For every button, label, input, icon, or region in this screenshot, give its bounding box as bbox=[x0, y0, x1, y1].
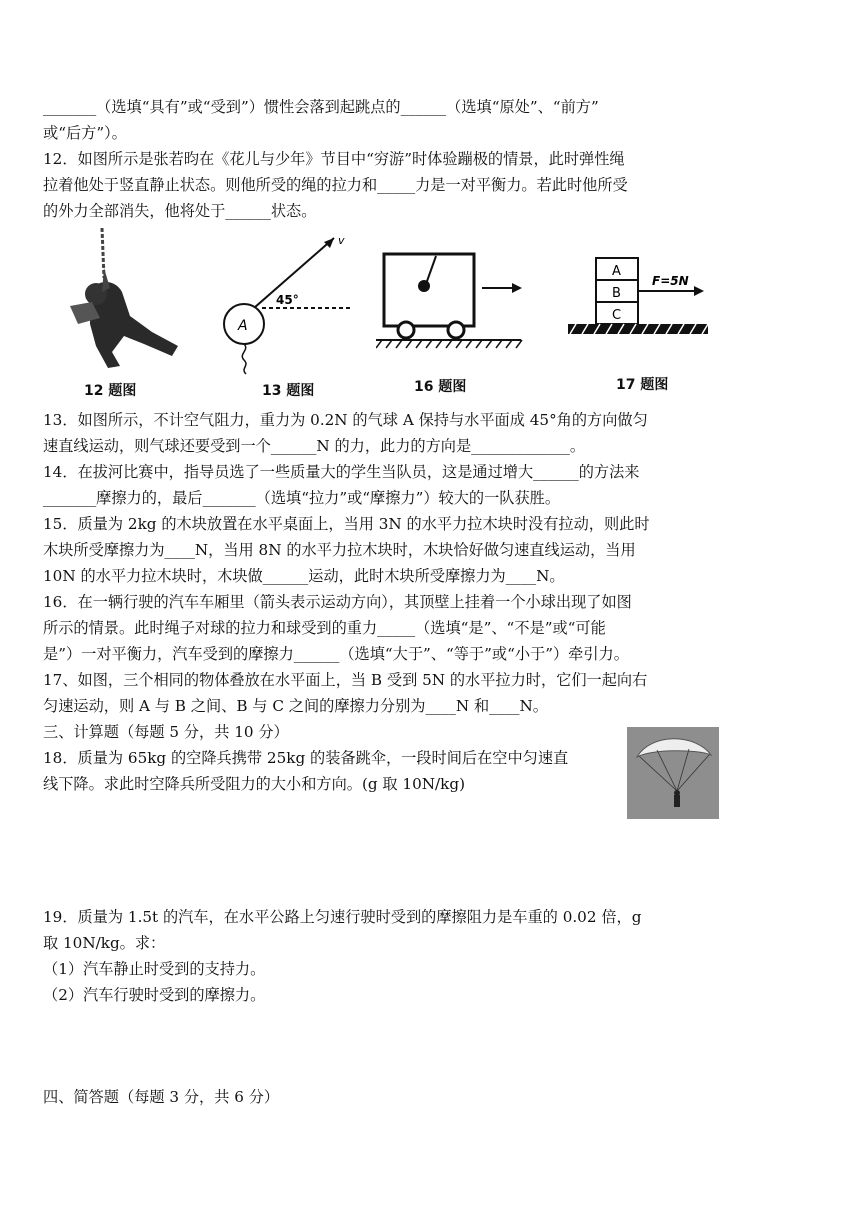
block-a-label: A bbox=[612, 264, 621, 279]
text-line: 10N 的水平力拉木块时，木块做______运动，此时木块所受摩擦力为____N。 bbox=[43, 567, 565, 585]
section-3-heading: 三、计算题（每题 5 分，共 10 分） bbox=[43, 723, 289, 741]
balloon-label: A bbox=[238, 318, 248, 334]
question-16: 16．在一辆行驶的汽车车厢里（箭头表示运动方向），其顶壁上挂着一个小球出现了如图 bbox=[43, 593, 632, 611]
figure-16-cart-diagram bbox=[376, 244, 526, 354]
caption-16: 16 题图 bbox=[414, 379, 467, 395]
question-18: 18．质量为 65kg 的空降兵携带 25kg 的装备跳伞，一段时间后在空中匀速直 bbox=[43, 749, 569, 767]
text-line: 线下降。求此时空降兵所受阻力的大小和方向。(g 取 10N/kg) bbox=[43, 775, 466, 793]
motion-arrow-icon bbox=[512, 283, 522, 293]
force-label: F=5N bbox=[652, 274, 689, 288]
force-arrow-icon bbox=[694, 286, 704, 296]
text-line: _______摩擦力的，最后_______（选填“拉力”或“摩擦力”）较大的一队获胜。 bbox=[43, 489, 561, 507]
figure-13-balloon-diagram bbox=[210, 228, 360, 376]
question-12: 12．如图所示是张若昀在《花儿与少年》节目中“穷游”时体验蹦极的情景，此时弹性绳 bbox=[43, 150, 625, 168]
block-c-label: C bbox=[612, 308, 622, 323]
text-line: 所示的情景。此时绳子对球的拉力和球受到的重力_____（选填“是”、“不是”或“可能 bbox=[43, 619, 606, 637]
parachute-photo bbox=[627, 727, 719, 819]
sub-question-2: （2）汽车行驶时受到的摩擦力。 bbox=[43, 986, 266, 1004]
sub-question-1: （1）汽车静止时受到的支持力。 bbox=[43, 960, 266, 978]
question-17: 17、如图，三个相同的物体叠放在水平面上，当 B 受到 5N 的水平拉力时，它们一起向右 bbox=[43, 671, 648, 689]
velocity-label: v bbox=[338, 234, 345, 247]
figure-12-bungee-photo bbox=[60, 228, 190, 376]
text-line: 速直线运动，则气球还要受到一个______N 的力，此力的方向是_____________。 bbox=[43, 437, 586, 455]
text-line: 的外力全部消失，他将处于______状态。 bbox=[43, 202, 317, 220]
text-line: _______（选填“具有”或“受到”）惯性会落到起跳点的______（选填“原处”、“前方” bbox=[43, 98, 599, 116]
caption-17: 17 题图 bbox=[616, 377, 669, 393]
figure-17-blocks-diagram bbox=[562, 254, 712, 344]
question-14: 14．在拔河比赛中，指导员选了一些质量大的学生当队员，这是通过增大______的方法来 bbox=[43, 463, 640, 481]
text-line: 匀速运动，则 A 与 B 之间、B 与 C 之间的摩擦力分别为____N 和____N。 bbox=[43, 697, 548, 715]
caption-12: 12 题图 bbox=[84, 383, 137, 399]
caption-13: 13 题图 bbox=[262, 383, 315, 399]
text-line: 木块所受摩擦力为____N，当用 8N 的水平力拉木块时，木块恰好做匀速直线运动，当用 bbox=[43, 541, 636, 559]
section-4-heading: 四、简答题（每题 3 分，共 6 分） bbox=[43, 1088, 280, 1106]
text-line: 取 10N/kg。求： bbox=[43, 934, 166, 952]
block-b-label: B bbox=[612, 286, 621, 301]
question-15: 15．质量为 2kg 的木块放置在水平桌面上，当用 3N 的水平力拉木块时没有拉动，则此时 bbox=[43, 515, 650, 533]
question-13: 13．如图所示，不计空气阻力，重力为 0.2N 的气球 A 保持与水平面成 45°角的方向做匀 bbox=[43, 411, 648, 429]
text-line: 或“后方”）。 bbox=[43, 124, 127, 142]
angle-label: 45° bbox=[276, 293, 299, 307]
question-19: 19．质量为 1.5t 的汽车，在水平公路上匀速行驶时受到的摩擦阻力是车重的 0.02 倍，g bbox=[43, 908, 642, 926]
text-line: 拉着他处于竖直静止状态。则他所受的绳的拉力和_____力是一对平衡力。若此时他所受 bbox=[43, 176, 628, 194]
text-line: 是”）一对平衡力，汽车受到的摩擦力______（选填“大于”、“等于”或“小于”）牵引力。 bbox=[43, 645, 629, 663]
